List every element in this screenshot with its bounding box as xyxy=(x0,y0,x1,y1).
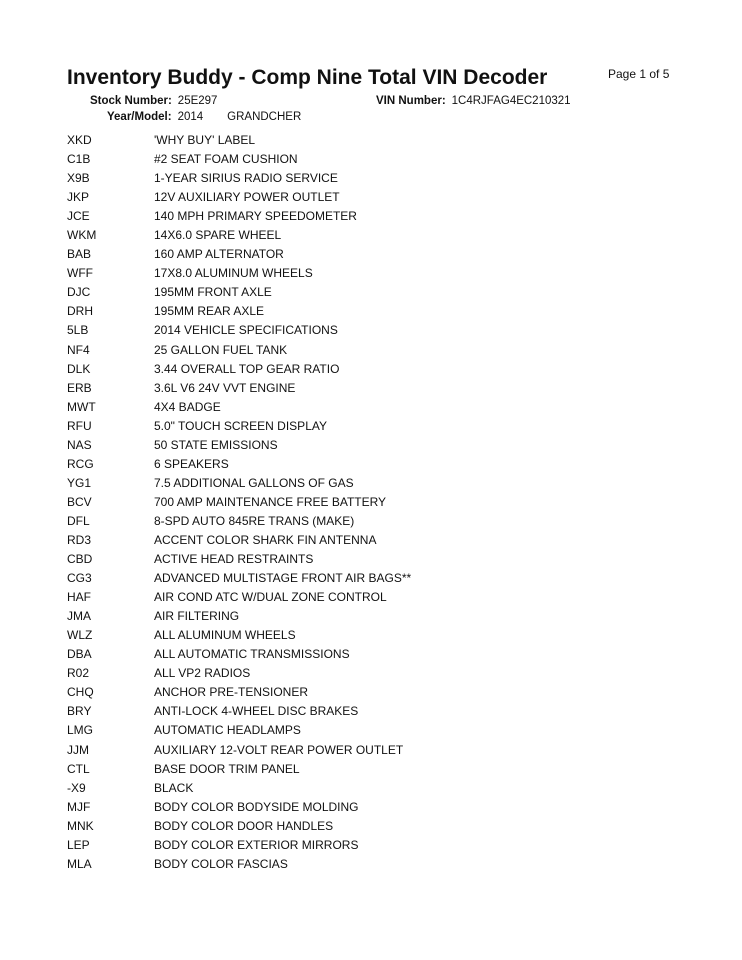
option-code: WLZ xyxy=(67,628,93,643)
list-item xyxy=(67,245,527,264)
stock-number-label: Stock Number: xyxy=(90,95,172,107)
option-code: MWT xyxy=(67,399,96,414)
list-item xyxy=(67,188,527,207)
list-item xyxy=(67,207,527,226)
list-item xyxy=(67,341,527,360)
option-description: 195MM REAR AXLE xyxy=(154,304,265,319)
option-code: CTL xyxy=(67,761,90,776)
option-description: BODY COLOR BODYSIDE MOLDING xyxy=(154,799,359,814)
option-code: DRH xyxy=(67,304,93,319)
option-description: BLACK xyxy=(154,780,194,795)
list-item xyxy=(67,779,527,798)
option-description: 160 AMP ALTERNATOR xyxy=(154,247,284,262)
option-code: XKD xyxy=(67,133,92,147)
option-description: 14X6.0 SPARE WHEEL xyxy=(154,228,282,243)
list-item xyxy=(67,569,527,588)
list-item xyxy=(67,455,527,474)
option-description: ALL VP2 RADIOS xyxy=(154,666,251,681)
option-code: BCV xyxy=(67,494,92,509)
option-code: X9B xyxy=(67,171,90,186)
option-code: NAS xyxy=(67,437,92,452)
list-item xyxy=(67,226,527,245)
list-item xyxy=(67,321,527,340)
list-item xyxy=(67,817,527,836)
option-code: MJF xyxy=(67,799,91,814)
option-code: BAB xyxy=(67,247,92,262)
list-item xyxy=(67,531,527,550)
vin-number-value: 1C4RJFAG4EC210321 xyxy=(451,95,571,107)
list-item xyxy=(67,493,527,512)
list-item xyxy=(67,360,527,379)
option-code: ERB xyxy=(67,380,92,395)
option-code: JKP xyxy=(67,190,90,205)
option-code: DJC xyxy=(67,285,91,300)
year-model-label: Year/Model: xyxy=(107,111,172,123)
year-value: 2014 xyxy=(177,111,204,123)
list-item xyxy=(67,721,527,740)
list-item xyxy=(67,798,527,817)
option-description: #2 SEAT FOAM CUSHION xyxy=(154,152,298,167)
option-description: BODY COLOR FASCIAS xyxy=(154,856,288,871)
option-description: AIR FILTERING xyxy=(154,609,240,624)
list-item xyxy=(67,169,527,188)
option-code: RD3 xyxy=(67,532,92,547)
option-description: 5.0" TOUCH SCREEN DISPLAY xyxy=(154,418,327,433)
list-item xyxy=(67,607,527,626)
list-item xyxy=(67,131,527,150)
list-item xyxy=(67,741,527,760)
option-description: ALL AUTOMATIC TRANSMISSIONS xyxy=(154,647,350,662)
list-item xyxy=(67,683,527,702)
model-value: GRANDCHER xyxy=(227,111,302,123)
list-item xyxy=(67,436,527,455)
option-code: LEP xyxy=(67,837,90,852)
option-code: RFU xyxy=(67,418,92,433)
stock-number xyxy=(90,95,217,107)
list-item xyxy=(67,588,527,607)
option-code-list xyxy=(67,131,527,874)
option-description: BODY COLOR DOOR HANDLES xyxy=(154,818,334,833)
vin-number-label: VIN Number: xyxy=(376,95,446,107)
option-code: NF4 xyxy=(67,342,90,357)
option-code: HAF xyxy=(67,590,91,605)
list-item xyxy=(67,283,527,302)
list-item xyxy=(67,550,527,569)
option-description: ANTI-LOCK 4-WHEEL DISC BRAKES xyxy=(154,704,359,719)
list-item xyxy=(67,626,527,645)
list-item xyxy=(67,474,527,493)
option-description: ALL ALUMINUM WHEELS xyxy=(154,628,296,643)
option-code: MLA xyxy=(67,856,92,871)
list-item xyxy=(67,836,527,855)
list-item xyxy=(67,855,527,874)
option-code: CBD xyxy=(67,552,93,567)
list-item xyxy=(67,398,527,417)
option-description: BASE DOOR TRIM PANEL xyxy=(154,761,300,776)
option-description: 3.44 OVERALL TOP GEAR RATIO xyxy=(154,361,340,376)
option-description: ACTIVE HEAD RESTRAINTS xyxy=(154,552,314,567)
option-code: RCG xyxy=(67,456,94,471)
option-code: LMG xyxy=(67,723,94,738)
option-code: YG1 xyxy=(67,475,92,490)
option-code: DFL xyxy=(67,513,90,528)
option-description: 195MM FRONT AXLE xyxy=(154,285,272,300)
year-model xyxy=(107,111,301,123)
option-description: 700 AMP MAINTENANCE FREE BATTERY xyxy=(154,494,387,509)
option-code: JCE xyxy=(67,209,90,224)
option-code: 5LB xyxy=(67,323,89,338)
option-code: WKM xyxy=(67,228,97,243)
option-description: 3.6L V6 24V VVT ENGINE xyxy=(154,380,296,395)
list-item xyxy=(67,264,527,283)
option-description: ADVANCED MULTISTAGE FRONT AIR BAGS** xyxy=(154,571,412,586)
option-code: -X9 xyxy=(67,780,86,795)
option-code: BRY xyxy=(67,704,92,719)
option-description: 2014 VEHICLE SPECIFICATIONS xyxy=(154,323,338,338)
option-description: AUXILIARY 12-VOLT REAR POWER OUTLET xyxy=(154,742,404,757)
document-title: Inventory Buddy - Comp Nine Total VIN Decoder xyxy=(67,66,548,89)
option-code: R02 xyxy=(67,666,90,681)
option-description: ACCENT COLOR SHARK FIN ANTENNA xyxy=(154,532,377,547)
option-description: 25 GALLON FUEL TANK xyxy=(154,342,288,357)
list-item xyxy=(67,512,527,531)
option-description: 7.5 ADDITIONAL GALLONS OF GAS xyxy=(154,475,354,490)
list-item xyxy=(67,664,527,683)
option-description: 12V AUXILIARY POWER OUTLET xyxy=(154,190,340,205)
option-code: DBA xyxy=(67,647,92,662)
option-code: MNK xyxy=(67,818,94,833)
option-description: AIR COND ATC W/DUAL ZONE CONTROL xyxy=(154,590,387,605)
option-description: BODY COLOR EXTERIOR MIRRORS xyxy=(154,837,359,852)
page-number: Page 1 of 5 xyxy=(608,67,670,81)
option-description: 6 SPEAKERS xyxy=(154,456,229,471)
option-code: JJM xyxy=(67,742,89,757)
option-code: CG3 xyxy=(67,571,92,586)
stock-number-value: 25E297 xyxy=(177,95,218,107)
option-description: 4X4 BADGE xyxy=(154,399,221,414)
list-item xyxy=(67,417,527,436)
option-code: CHQ xyxy=(67,685,94,700)
option-description: AUTOMATIC HEADLAMPS xyxy=(154,723,301,738)
vin-number xyxy=(376,95,571,107)
option-description: 140 MPH PRIMARY SPEEDOMETER xyxy=(154,209,357,224)
list-item xyxy=(67,150,527,169)
option-description: 'WHY BUY' LABEL xyxy=(154,133,256,147)
option-code: C1B xyxy=(67,152,91,167)
list-item xyxy=(67,760,527,779)
list-item xyxy=(67,379,527,398)
list-item xyxy=(67,645,527,664)
option-description: ANCHOR PRE-TENSIONER xyxy=(154,685,309,700)
list-item xyxy=(67,302,527,321)
option-description: 50 STATE EMISSIONS xyxy=(154,437,278,452)
option-code: WFF xyxy=(67,266,93,281)
option-description: 8-SPD AUTO 845RE TRANS (MAKE) xyxy=(154,513,355,528)
list-item xyxy=(67,702,527,721)
option-code: JMA xyxy=(67,609,91,624)
option-description: 17X8.0 ALUMINUM WHEELS xyxy=(154,266,313,281)
option-description: 1-YEAR SIRIUS RADIO SERVICE xyxy=(154,171,338,186)
option-code: DLK xyxy=(67,361,91,376)
